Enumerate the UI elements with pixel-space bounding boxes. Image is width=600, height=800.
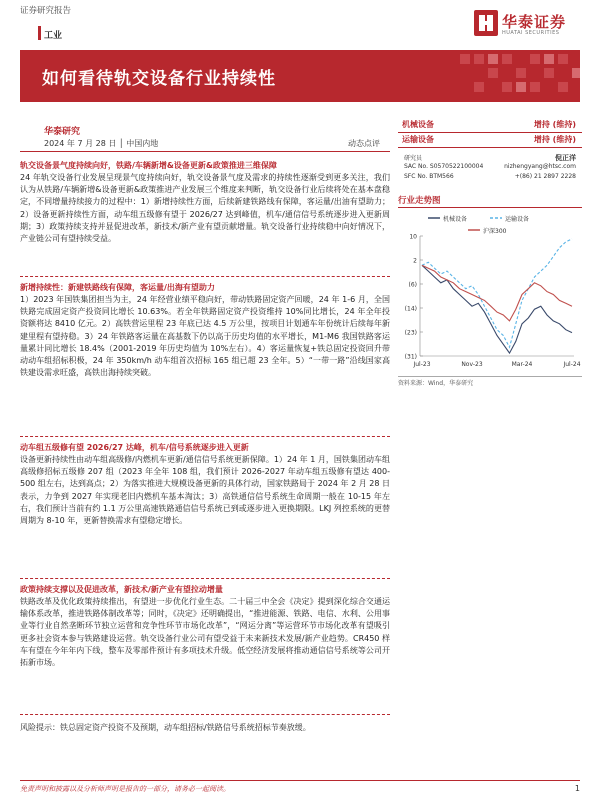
section-divider <box>20 276 390 277</box>
section-divider <box>20 436 390 437</box>
y-tick-label: (23) <box>404 329 417 337</box>
title-banner <box>20 50 580 102</box>
rating-row <box>398 133 582 147</box>
rating-industry: 机械设备 <box>402 120 434 129</box>
report-date: 2024 年 7 月 28 日 │ 中国内地 <box>44 139 159 148</box>
footer-disclaimer: 免责声明和披露以及分析师声明是报告的一部分，请务必一起阅读。 <box>20 785 230 793</box>
x-tick-label: Jul-23 <box>413 361 431 368</box>
industry-tag: 工业 <box>44 31 63 41</box>
section-heading: 政策持续支撑以及促进改革，新技术/新产业有望拉动增量 <box>20 585 223 594</box>
x-tick-label: Mar-24 <box>511 361 533 368</box>
chart-svg <box>398 210 582 374</box>
report-kind: 证券研究报告 <box>20 6 72 16</box>
section-divider <box>20 714 390 715</box>
logo-en-text: HUATAI SECURITIES <box>502 30 560 36</box>
section-body: 1）2023 年国铁集团担当为主，24 年经营业绩平稳向好，带动铁路固定资产回暖，24 年 1-6 月，全国铁路完成固定资产投资同比增长 10.63%。若全年铁路固定资产投资维持 10%同比增长，24 年全年投资额将达 8410 亿元。2）高铁营运里程 23 年底已达 4.5 万公里，按项目计划通车年份统计后续每年新建里程有望持稳。3）24 年铁路客运量在高基数下仍以高于历史均值的水平增长，M1-M6 我国铁路客运量累计同比增长 18.4%（2001-2019 年历史均值为 10%左右）。4）客运量恢复+铁总固定投资回升带动动车组招标积极，24 年 350km/h 动车组首次招标 165 组已超 23 全年。5）“一带一路”沿线国家高铁建设需求旺盛，高铁出海持续突破。 <box>20 295 390 378</box>
huatai-logo <box>474 8 586 40</box>
main-column <box>20 160 390 245</box>
chart-source: 资料来源：Wind，华泰研究 <box>398 380 474 387</box>
section-heading: 新增持续性：新建铁路线有保障，客运量/出海有望助力 <box>20 283 215 292</box>
section-body: 设备更新持续性由动车组高级修/内燃机车更新/通信信号系统更新保障。1）24 年 1 月，国铁集团动车组高级修招标五级修 207 组（2023 年全年 108 组，我们预计 2026-2027 年动车组五级修有望达 400-500 组左右，达到高点；2）为落实推进大规模设备更新的具体行动，国家铁路局于 2024 年 2 月 28 日表示，力争到 2027 年实现老旧内燃机车基本淘汰；3）高铁通信信号系统生命周期一般在 10-15 年左右，我们预计当前有约 1.1 万公里高速铁路通信信号系统已到或逐步进入更换期限。LKJ 列控系统的更替周期为 8-10 年，更新替换需求有望稳定增长。 <box>20 455 390 526</box>
analyst-role: 研究员 <box>404 155 423 162</box>
rating-value: 增持 (维持) <box>533 135 576 144</box>
y-tick-label: 2 <box>413 257 417 265</box>
page-number: 1 <box>574 784 580 793</box>
y-tick-label: (31) <box>404 353 417 361</box>
analyst-sfc: SFC No. BTM566 <box>404 173 454 180</box>
legend-label: 机械设备 <box>443 216 468 223</box>
legend-label: 运输设备 <box>505 216 530 223</box>
logo-mark-icon <box>474 10 498 36</box>
report-type: 动态点评 <box>348 139 380 148</box>
series-line-3 <box>422 265 572 321</box>
analyst-row <box>398 162 582 172</box>
section-heading: 轨交设备景气度持续向好，铁路/车辆新增&设备更新&政策推进三维保障 <box>20 161 277 170</box>
analyst-row <box>398 152 582 162</box>
section-block <box>20 584 390 669</box>
rating-industry: 运输设备 <box>402 135 434 144</box>
meta-divider <box>20 151 390 152</box>
analyst-sac: SAC No. S0570522100004 <box>404 163 484 170</box>
page-title: 如何看待轨交设备行业持续性 <box>42 69 276 89</box>
banner-pattern-icon <box>340 50 580 102</box>
section-body: 24 年轨交设备行业发展呈现景气度持续向好，轨交设备景气度及需求的持续性逐渐受到更多关注，我们认为从铁路/车辆新增&设备更新&政策推进产业发展三个维度来判断，轨交设备行业后续将处在基本盘稳定，不同增量持续接力的过程中：1）新增持续性方面，后续新建铁路线有保障，客运量/出油有望助力；2）设备更新持续性方面，动车组五级修有望于 2026/27 达到峰值，机车/通信信号系统逐步进入更新周期；3）政策持续支持并显促进改革，新技术/新产业有望贡献增量。轨交设备行业持续稳中向好情况下，产业链公司有望持续受益。 <box>20 173 390 244</box>
analyst-email[interactable]: nizhengyang@htsc.com <box>504 163 576 170</box>
y-tick-label: 10 <box>409 233 417 241</box>
chart-divider <box>398 207 582 208</box>
section-block <box>20 282 390 379</box>
legend-label: 沪深300 <box>483 228 507 235</box>
chart-title: 行业走势图 <box>398 196 441 206</box>
analyst-box <box>398 152 582 182</box>
rating-value: 增持 (维持) <box>533 120 576 129</box>
logo-cn-text: 华泰证券 <box>502 13 567 31</box>
chart-source-divider <box>398 376 582 377</box>
analyst-row <box>398 172 582 182</box>
section-heading: 动车组五级修有望 2026/27 达峰，机车/信号系统逐步进入更新 <box>20 443 249 452</box>
y-tick-label: (14) <box>404 305 417 313</box>
industry-tag-bar <box>38 26 41 40</box>
section-block <box>20 442 390 527</box>
x-tick-label: Nov-23 <box>461 361 483 368</box>
section-divider <box>20 578 390 579</box>
section-body: 铁路改革及优化政策持续推出，有望进一步优化行业生态。二十届三中全会《决定》提到深化综合交通运输体系改革，推进铁路体制改革等；同时，《决定》还明确提出，“推进能源、铁路、电信、水利、公用事业等行业自然垄断环节独立运营和竞争性环节市场化改革”，“网运分离”等运营环节市场化改革有望吸引更多社会资本参与铁路建设运营。轨交设备行业公司有望受益于未来新技术发展/新产业趋势。CR450 样车有望在今年年内下线，整车及零部件预计有多项技术升级。低空经济发展将推动通信信号系统等公司开拓新市场。 <box>20 597 390 668</box>
author-org: 华泰研究 <box>44 127 81 137</box>
footer-divider <box>20 780 580 781</box>
rating-box <box>398 118 582 148</box>
rating-row <box>398 118 582 132</box>
rating-divider <box>398 147 582 148</box>
risk-block <box>20 722 390 734</box>
analyst-name: 倪正洋 <box>555 154 576 162</box>
y-tick-label: (6) <box>408 281 417 289</box>
analyst-phone: +(86) 21 2897 2228 <box>514 173 576 180</box>
risk-warning: 风险提示：铁总固定资产投资不及预期，动车组招标/铁路信号系统招标节奏放缓。 <box>20 723 311 732</box>
x-tick-label: Jul-24 <box>563 361 581 368</box>
industry-trend-chart <box>398 210 582 374</box>
